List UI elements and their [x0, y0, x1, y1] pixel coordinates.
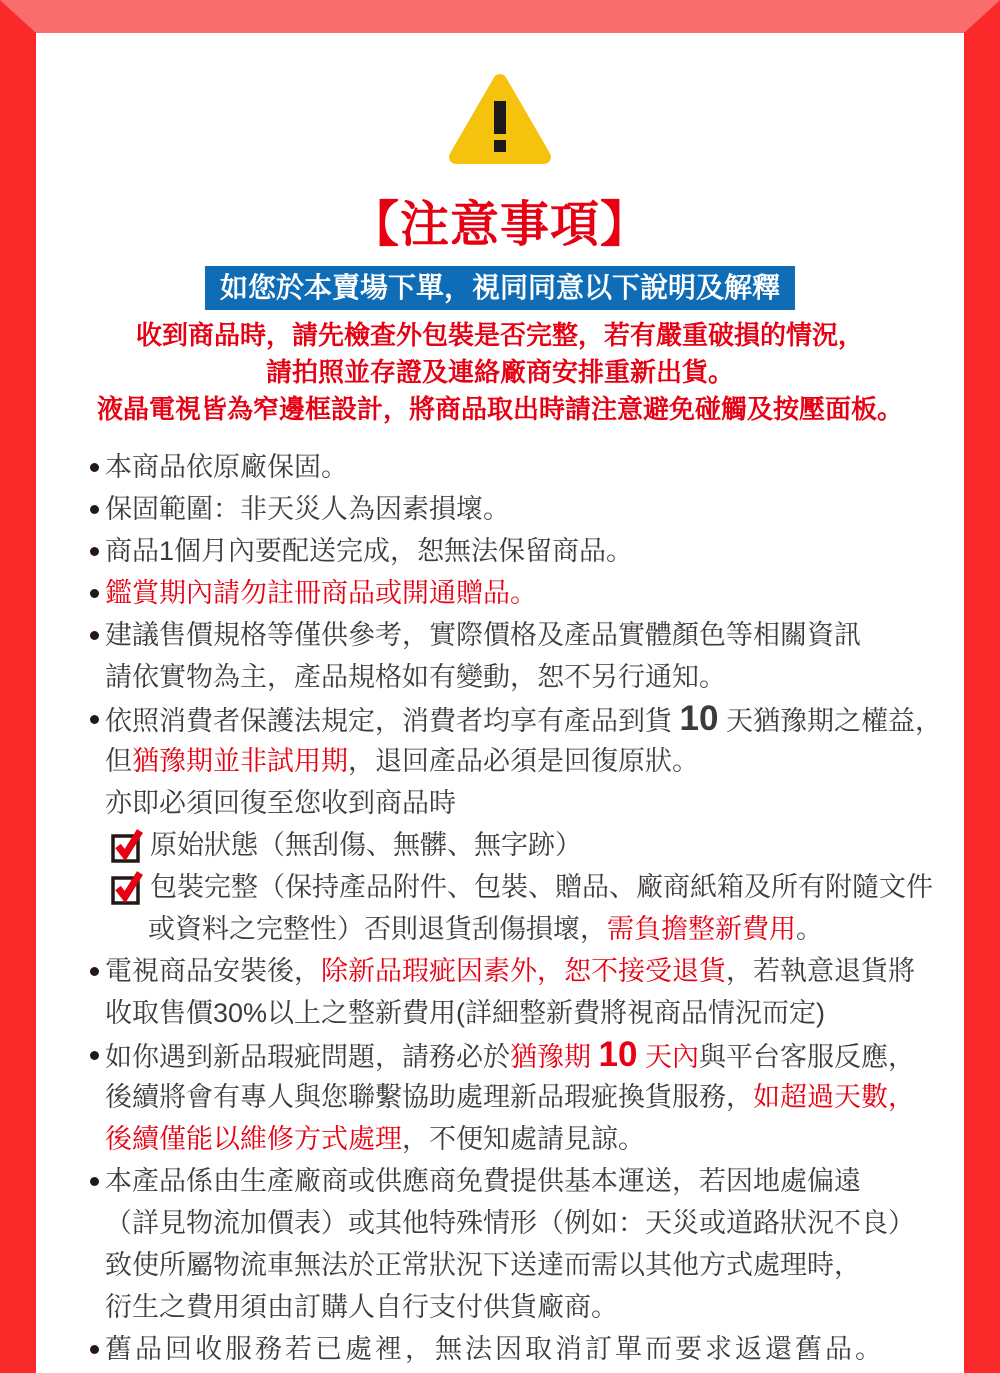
warning-icon-wrap	[0, 72, 1000, 169]
notice-text-segment: 依照消費者保護法規定，消費者均享有產品到貨	[105, 706, 680, 736]
bullet-icon	[90, 505, 99, 514]
notice-line	[0, 572, 1000, 614]
notice-line	[0, 1160, 1000, 1202]
checkbox-checked-icon	[111, 871, 143, 905]
intro-line: 收到商品時，請先檢查外包裝是否完整，若有嚴重破損的情況，	[135, 320, 864, 350]
notice-text-segment: 如超過天數，	[753, 1082, 915, 1112]
notice-text-segment: 後續僅能以維修方式處理	[105, 1124, 402, 1154]
intro-line: 請拍照並存證及連絡廠商安排重新出貨。	[265, 357, 734, 387]
notice-text-segment: 包裝完整（保持產品附件、包裝、贈品、廠商紙箱及所有附隨文件	[150, 872, 933, 902]
notice-text-segment: 收取售價30%以上之整新費用(詳細整新費將視商品情況而定)	[105, 998, 826, 1028]
notice-text-segment: 保固範圍：非天災人為因素損壞。	[105, 494, 510, 524]
notice-text-segment: 致使所屬物流車無法於正常狀況下送達而需以其他方式處理時，	[105, 1250, 861, 1280]
notice-line	[0, 782, 1000, 824]
notice-line	[0, 908, 1000, 950]
notice-text-segment: 亦即必須回復至您收到商品時	[105, 788, 456, 818]
notice-text-segment: 建議售價規格等僅供參考，實際價格及產品實體顏色等相關資訊	[105, 620, 861, 650]
notice-text-segment: 鑑賞期內請勿註冊商品或開通贈品。	[105, 578, 537, 608]
notice-line	[0, 698, 1000, 740]
notice-text-segment: ，不便知處請見諒。	[402, 1124, 645, 1154]
bullet-icon	[90, 589, 99, 598]
banner-wrap	[0, 266, 1000, 310]
notice-line	[0, 1076, 1000, 1118]
notice-line	[0, 656, 1000, 698]
notice-line	[0, 740, 1000, 782]
notice-text-segment: 10	[679, 699, 719, 738]
notice-line	[0, 1328, 1000, 1370]
exclamation-triangle-icon	[448, 151, 552, 168]
notice-list	[0, 446, 1000, 1370]
bullet-icon	[90, 1177, 99, 1186]
notice-text-segment: 。	[796, 914, 823, 944]
bullet-icon	[90, 631, 99, 640]
notice-line	[0, 1286, 1000, 1328]
frame-top-border	[0, 0, 1000, 33]
notice-text-segment: ，若執意退貨將	[726, 956, 915, 986]
notice-text-segment: 天猶豫期之權益，	[718, 706, 942, 736]
notice-text-segment: 需負擔整新費用	[607, 914, 796, 944]
notice-line	[0, 824, 1000, 866]
notice-text-segment: 10	[598, 1035, 638, 1074]
intro-paragraph	[0, 317, 1000, 428]
notice-line	[0, 866, 1000, 908]
bullet-icon	[90, 715, 99, 724]
notice-text-segment: 舊品回收服務若已處裡，無法因取消訂單而要求返還舊品。	[105, 1334, 885, 1364]
notice-text-segment: 猶豫期	[510, 1042, 599, 1072]
notice-text-segment: 天內	[637, 1042, 699, 1072]
notice-text-segment: 與平台客服反應，	[698, 1042, 915, 1072]
notice-text-segment: 本商品依原廠保固。	[105, 452, 348, 482]
frame-right-border	[964, 0, 1000, 1373]
notice-text-segment: 商品1個月內要配送完成，恕無法保留商品。	[105, 536, 634, 566]
notice-line	[0, 950, 1000, 992]
notice-text-segment: （詳見物流加價表）或其他特殊情形（例如：天災或道路狀況不良）	[105, 1208, 915, 1238]
notice-line	[0, 446, 1000, 488]
frame-left-border	[0, 0, 36, 1373]
notice-text-segment: 衍生之費用須由訂購人自行支付供貨廠商。	[105, 1292, 618, 1322]
notice-text-segment: 或資料之完整性）否則退貨刮傷損壞，	[148, 914, 607, 944]
notice-text-segment: 後續將會有專人與您聯繫協助處理新品瑕疵換貨服務，	[105, 1082, 753, 1112]
agreement-banner: 如您於本賣場下單，視同同意以下說明及解釋	[205, 266, 795, 310]
notice-line	[0, 614, 1000, 656]
bullet-icon	[90, 1051, 99, 1060]
bullet-icon	[90, 463, 99, 472]
notice-text-segment: 但	[105, 746, 132, 776]
notice-text-segment: 電視商品安裝後，	[105, 956, 321, 986]
notice-text-segment: 請依實物為主，產品規格如有變動，恕不另行通知。	[105, 662, 726, 692]
bullet-icon	[90, 1345, 99, 1354]
notice-text-segment: ，退回產品必須是回復原狀。	[348, 746, 699, 776]
notice-text-segment: 如你遇到新品瑕疵問題，請務必於	[105, 1042, 510, 1072]
notice-line	[0, 1034, 1000, 1076]
notice-text-segment: 除新品瑕疵因素外，恕不接受退貨	[321, 956, 726, 986]
notice-line	[0, 1118, 1000, 1160]
notice-line	[0, 1244, 1000, 1286]
notice-line	[0, 530, 1000, 572]
page-title: 【注意事項】	[349, 198, 650, 252]
notice-line	[0, 488, 1000, 530]
notice-line	[0, 992, 1000, 1034]
notice-text-segment: 本產品係由生產廠商或供應商免費提供基本運送，若因地處偏遠	[105, 1166, 861, 1196]
intro-line: 液晶電視皆為窄邊框設計，將商品取出時請注意避免碰觸及按壓面板。	[96, 394, 903, 424]
notice-text-segment: 原始狀態（無刮傷、無髒、無字跡）	[150, 830, 582, 860]
notice-line	[0, 1202, 1000, 1244]
checkbox-checked-icon	[111, 829, 143, 863]
bullet-icon	[90, 967, 99, 976]
notice-text-segment: 猶豫期並非試用期	[132, 746, 348, 776]
bullet-icon	[90, 547, 99, 556]
